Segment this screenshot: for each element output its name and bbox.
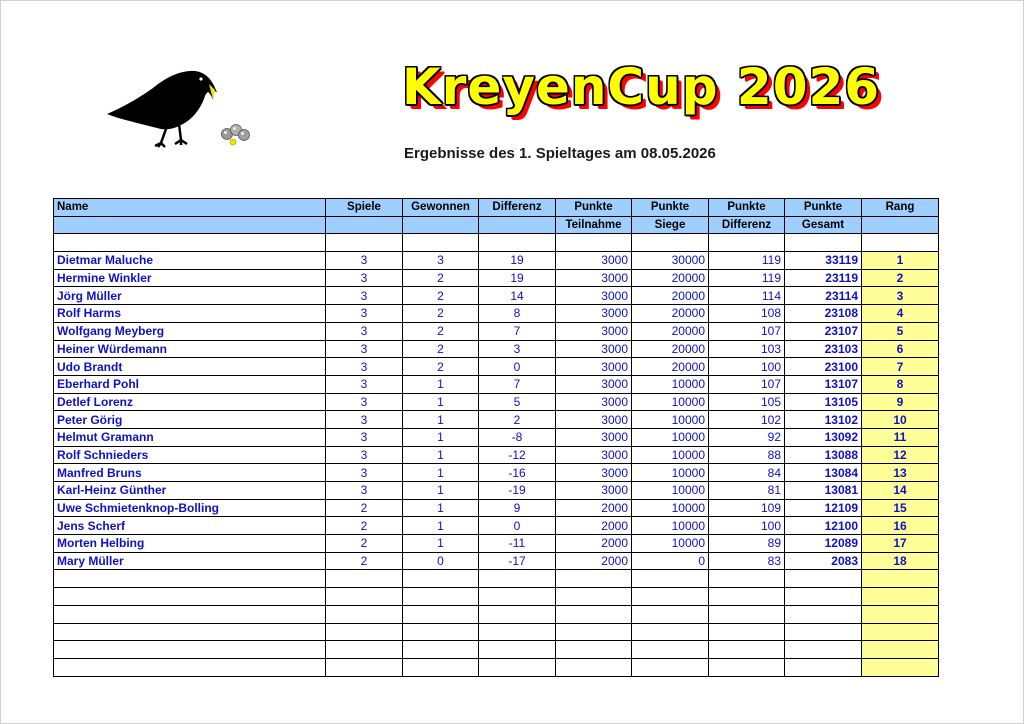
cell-spiele: 3 [326,322,403,340]
empty-row [54,570,939,588]
cell-punkte-differenz: 83 [709,552,785,570]
cell-punkte-siege: 20000 [632,322,709,340]
table-row [54,252,939,270]
table-row [54,464,939,482]
cell-punkte-differenz: 88 [709,446,785,464]
cell-rang: 16 [862,517,939,535]
empty-cell [709,570,785,588]
empty-cell [403,658,479,676]
cell-gewonnen: 1 [403,428,479,446]
spacer-cell [632,234,709,252]
table-row [54,411,939,429]
cell-rang: 3 [862,287,939,305]
cell-punkte-gesamt: 2083 [785,552,862,570]
cell-gewonnen: 1 [403,375,479,393]
cell-punkte-gesamt: 13088 [785,446,862,464]
cell-name: Uwe Schmietenknop-Bolling [54,499,326,517]
cell-name: Detlef Lorenz [54,393,326,411]
cell-name: Heiner Würdemann [54,340,326,358]
cell-differenz: 7 [479,322,556,340]
cell-gewonnen: 1 [403,499,479,517]
page-title: KreyenCup 2026 [402,58,881,116]
cell-rang: 13 [862,464,939,482]
header-blank [326,216,403,234]
cell-gewonnen: 2 [403,305,479,323]
empty-cell [54,588,326,606]
cell-rang: 7 [862,358,939,376]
cell-punkte-differenz: 114 [709,287,785,305]
empty-cell [54,641,326,659]
cell-punkte-siege: 20000 [632,340,709,358]
cell-spiele: 3 [326,287,403,305]
cell-punkte-differenz: 84 [709,464,785,482]
empty-cell [556,570,632,588]
cell-rang: 11 [862,428,939,446]
cell-punkte-gesamt: 13084 [785,464,862,482]
cell-gewonnen: 2 [403,340,479,358]
cell-rang: 9 [862,393,939,411]
empty-cell [709,605,785,623]
empty-cell [556,623,632,641]
empty-row [54,623,939,641]
empty-cell [403,605,479,623]
cell-differenz: -17 [479,552,556,570]
cell-punkte-gesamt: 13107 [785,375,862,393]
cell-rang: 10 [862,411,939,429]
cell-punkte-gesamt: 13092 [785,428,862,446]
cell-differenz: 0 [479,358,556,376]
empty-cell [862,588,939,606]
cell-spiele: 3 [326,340,403,358]
col-header-rang: Rang [862,199,939,217]
empty-cell [862,605,939,623]
cell-gewonnen: 1 [403,446,479,464]
cell-rang: 4 [862,305,939,323]
empty-row [54,658,939,676]
cell-punkte-differenz: 92 [709,428,785,446]
cell-punkte-teilnahme: 3000 [556,252,632,270]
cell-punkte-teilnahme: 3000 [556,464,632,482]
cell-differenz: 19 [479,269,556,287]
cell-name: Helmut Gramann [54,428,326,446]
cell-name: Hermine Winkler [54,269,326,287]
cell-rang: 18 [862,552,939,570]
table-row [54,446,939,464]
cell-differenz: 8 [479,305,556,323]
cell-punkte-teilnahme: 3000 [556,375,632,393]
col-header-name: Name [54,199,326,217]
spacer-cell [54,234,326,252]
cell-spiele: 3 [326,393,403,411]
empty-cell [709,658,785,676]
cell-gewonnen: 1 [403,411,479,429]
col-header-spiele: Spiele [326,199,403,217]
empty-cell [785,588,862,606]
cell-punkte-teilnahme: 3000 [556,482,632,500]
empty-cell [326,588,403,606]
page-subtitle: Ergebnisse des 1. Spieltages am 08.05.2026 [404,145,716,162]
cell-differenz: -11 [479,535,556,553]
cell-punkte-gesamt: 12109 [785,499,862,517]
cell-spiele: 2 [326,499,403,517]
cell-punkte-siege: 20000 [632,269,709,287]
empty-cell [632,641,709,659]
cell-name: Karl-Heinz Günther [54,482,326,500]
empty-cell [862,641,939,659]
cell-punkte-differenz: 89 [709,535,785,553]
header-blank [862,216,939,234]
empty-cell [785,658,862,676]
cell-punkte-siege: 10000 [632,535,709,553]
cell-punkte-teilnahme: 3000 [556,393,632,411]
cell-differenz: 2 [479,411,556,429]
header-row-2 [54,216,939,234]
cell-punkte-teilnahme: 3000 [556,322,632,340]
empty-cell [709,641,785,659]
cell-name: Mary Müller [54,552,326,570]
cell-spiele: 2 [326,535,403,553]
cell-punkte-teilnahme: 3000 [556,428,632,446]
cell-punkte-siege: 10000 [632,428,709,446]
cell-punkte-differenz: 109 [709,499,785,517]
col-header-punkte-teilnahme: Punkte [556,199,632,217]
crow-logo-icon [105,66,255,151]
cell-punkte-siege: 10000 [632,411,709,429]
cell-punkte-siege: 10000 [632,517,709,535]
cell-punkte-siege: 20000 [632,305,709,323]
empty-cell [632,588,709,606]
empty-cell [785,641,862,659]
cell-punkte-teilnahme: 3000 [556,287,632,305]
empty-cell [479,605,556,623]
cell-gewonnen: 1 [403,482,479,500]
empty-cell [479,588,556,606]
cell-punkte-differenz: 102 [709,411,785,429]
cell-punkte-teilnahme: 3000 [556,411,632,429]
cell-punkte-gesamt: 13102 [785,411,862,429]
cell-punkte-siege: 10000 [632,464,709,482]
cell-rang: 6 [862,340,939,358]
cell-name: Dietmar Maluche [54,252,326,270]
cell-gewonnen: 1 [403,393,479,411]
cell-punkte-differenz: 107 [709,322,785,340]
cell-punkte-teilnahme: 3000 [556,358,632,376]
cell-differenz: 19 [479,252,556,270]
table-row [54,517,939,535]
cell-punkte-teilnahme: 2000 [556,535,632,553]
results-table [53,198,939,677]
cell-punkte-differenz: 108 [709,305,785,323]
empty-cell [862,570,939,588]
empty-cell [54,605,326,623]
table-row [54,322,939,340]
empty-cell [326,658,403,676]
cell-gewonnen: 2 [403,358,479,376]
cell-punkte-gesamt: 23103 [785,340,862,358]
empty-cell [632,570,709,588]
empty-cell [862,623,939,641]
empty-cell [403,641,479,659]
table-row [54,287,939,305]
cell-name: Morten Helbing [54,535,326,553]
cell-differenz: -16 [479,464,556,482]
cell-differenz: 0 [479,517,556,535]
header-blank [403,216,479,234]
spacer-cell [862,234,939,252]
cell-name: Jörg Müller [54,287,326,305]
header-blank [54,216,326,234]
cell-punkte-gesamt: 23107 [785,322,862,340]
table-row [54,499,939,517]
cell-spiele: 3 [326,269,403,287]
empty-cell [556,588,632,606]
cell-punkte-differenz: 81 [709,482,785,500]
cell-punkte-differenz: 107 [709,375,785,393]
empty-cell [632,623,709,641]
cell-punkte-teilnahme: 2000 [556,552,632,570]
cell-name: Wolfgang Meyberg [54,322,326,340]
spacer-cell [403,234,479,252]
table-row [54,393,939,411]
empty-cell [326,605,403,623]
cell-name: Manfred Bruns [54,464,326,482]
cell-spiele: 3 [326,428,403,446]
cell-spiele: 3 [326,252,403,270]
cell-gewonnen: 1 [403,535,479,553]
cell-gewonnen: 2 [403,322,479,340]
cell-punkte-gesamt: 33119 [785,252,862,270]
cell-punkte-gesamt: 23114 [785,287,862,305]
cell-rang: 12 [862,446,939,464]
cell-spiele: 3 [326,375,403,393]
cell-punkte-gesamt: 12089 [785,535,862,553]
cell-spiele: 3 [326,464,403,482]
empty-cell [785,570,862,588]
empty-cell [556,658,632,676]
cell-gewonnen: 3 [403,252,479,270]
empty-cell [785,623,862,641]
cell-punkte-differenz: 119 [709,252,785,270]
cell-punkte-differenz: 103 [709,340,785,358]
spacer-cell [326,234,403,252]
empty-cell [54,658,326,676]
cell-punkte-teilnahme: 3000 [556,269,632,287]
cell-punkte-gesamt: 23119 [785,269,862,287]
col-subheader-siege: Siege [632,216,709,234]
cell-name: Rolf Harms [54,305,326,323]
table-row [54,340,939,358]
cell-differenz: 9 [479,499,556,517]
cell-punkte-siege: 10000 [632,375,709,393]
cell-differenz: 5 [479,393,556,411]
spacer-cell [479,234,556,252]
cell-punkte-teilnahme: 3000 [556,446,632,464]
table-row [54,552,939,570]
cell-spiele: 3 [326,358,403,376]
empty-row [54,641,939,659]
cell-rang: 5 [862,322,939,340]
cell-name: Eberhard Pohl [54,375,326,393]
empty-cell [632,658,709,676]
cell-punkte-siege: 30000 [632,252,709,270]
cell-punkte-gesamt: 23108 [785,305,862,323]
spacer-cell [785,234,862,252]
cell-punkte-differenz: 100 [709,517,785,535]
cell-rang: 14 [862,482,939,500]
cell-punkte-gesamt: 13081 [785,482,862,500]
cell-differenz: 14 [479,287,556,305]
cell-punkte-siege: 10000 [632,446,709,464]
empty-cell [709,588,785,606]
table-row [54,375,939,393]
cell-punkte-differenz: 119 [709,269,785,287]
cell-punkte-teilnahme: 3000 [556,340,632,358]
empty-cell [785,605,862,623]
table-row [54,482,939,500]
cell-rang: 17 [862,535,939,553]
table-row [54,535,939,553]
col-header-punkte-differenz: Punkte [709,199,785,217]
cell-name: Udo Brandt [54,358,326,376]
empty-cell [326,623,403,641]
col-header-differenz: Differenz [479,199,556,217]
cell-punkte-differenz: 105 [709,393,785,411]
col-subheader-teilnahme: Teilnahme [556,216,632,234]
cell-differenz: 3 [479,340,556,358]
cell-punkte-siege: 20000 [632,358,709,376]
cell-differenz: -8 [479,428,556,446]
cell-rang: 1 [862,252,939,270]
cell-name: Rolf Schnieders [54,446,326,464]
empty-cell [54,570,326,588]
col-header-punkte-gesamt: Punkte [785,199,862,217]
cell-punkte-differenz: 100 [709,358,785,376]
cell-punkte-teilnahme: 2000 [556,499,632,517]
col-subheader-differenz: Differenz [709,216,785,234]
empty-cell [556,641,632,659]
empty-cell [556,605,632,623]
col-header-gewonnen: Gewonnen [403,199,479,217]
empty-cell [403,588,479,606]
empty-cell [54,623,326,641]
cell-punkte-siege: 20000 [632,287,709,305]
cell-gewonnen: 2 [403,287,479,305]
cell-punkte-gesamt: 12100 [785,517,862,535]
empty-cell [479,570,556,588]
cell-differenz: -19 [479,482,556,500]
cell-punkte-gesamt: 23100 [785,358,862,376]
empty-cell [479,623,556,641]
empty-cell [326,641,403,659]
table-row [54,358,939,376]
cell-spiele: 2 [326,552,403,570]
cell-punkte-teilnahme: 3000 [556,305,632,323]
spacer-cell [709,234,785,252]
cell-spiele: 3 [326,446,403,464]
cell-punkte-siege: 10000 [632,499,709,517]
spacer-row [54,234,939,252]
cell-punkte-siege: 0 [632,552,709,570]
empty-cell [632,605,709,623]
cell-gewonnen: 2 [403,269,479,287]
cell-spiele: 3 [326,305,403,323]
results-body [54,234,939,676]
empty-cell [479,641,556,659]
header-blank [479,216,556,234]
cell-name: Peter Görig [54,411,326,429]
cell-name: Jens Scherf [54,517,326,535]
cell-differenz: 7 [479,375,556,393]
col-header-punkte-siege: Punkte [632,199,709,217]
table-row [54,305,939,323]
spacer-cell [556,234,632,252]
table-row [54,269,939,287]
cell-differenz: -12 [479,446,556,464]
cell-punkte-gesamt: 13105 [785,393,862,411]
cell-rang: 8 [862,375,939,393]
cell-gewonnen: 0 [403,552,479,570]
cell-rang: 2 [862,269,939,287]
cell-gewonnen: 1 [403,517,479,535]
empty-row [54,588,939,606]
empty-cell [862,658,939,676]
header-row-1 [54,199,939,217]
col-subheader-gesamt: Gesamt [785,216,862,234]
cell-punkte-siege: 10000 [632,393,709,411]
cell-gewonnen: 1 [403,464,479,482]
cell-punkte-siege: 10000 [632,482,709,500]
cell-spiele: 3 [326,411,403,429]
cell-spiele: 2 [326,517,403,535]
cell-punkte-teilnahme: 2000 [556,517,632,535]
empty-row [54,605,939,623]
table-row [54,428,939,446]
empty-cell [326,570,403,588]
empty-cell [709,623,785,641]
empty-cell [403,570,479,588]
cell-rang: 15 [862,499,939,517]
empty-cell [403,623,479,641]
empty-cell [479,658,556,676]
cell-spiele: 3 [326,482,403,500]
